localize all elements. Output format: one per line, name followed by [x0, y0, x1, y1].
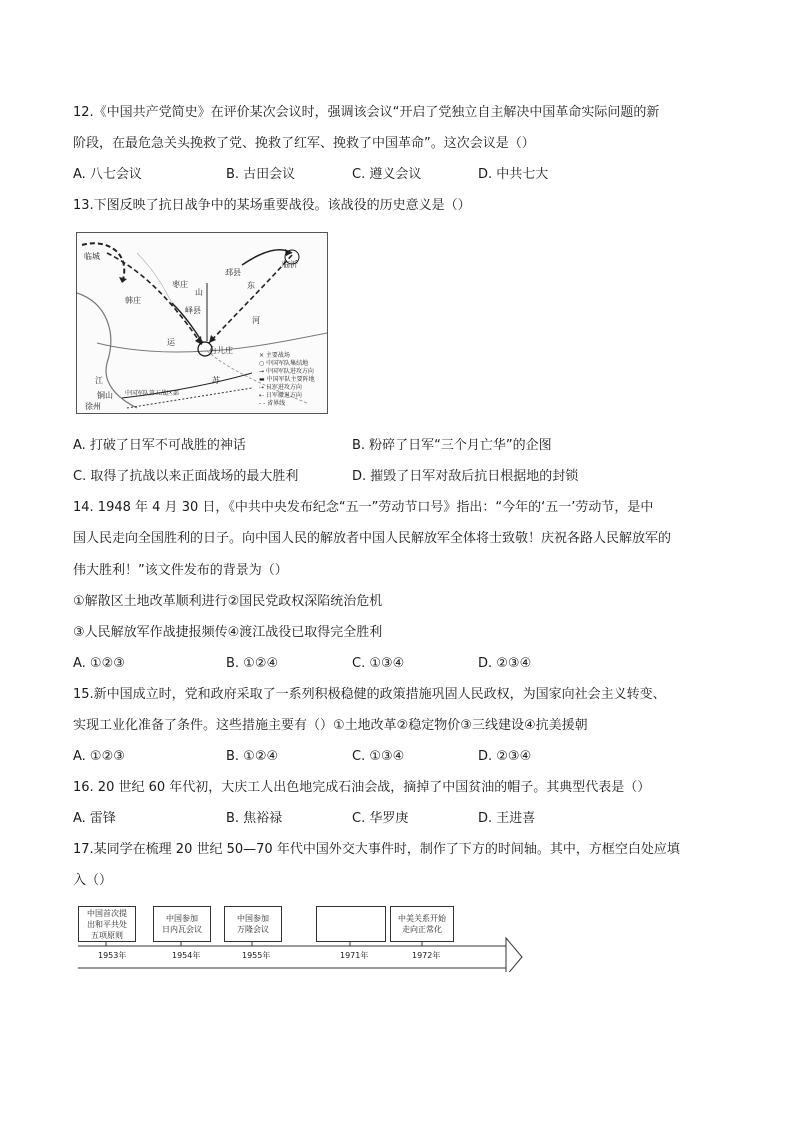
q14-option-b: B. ①②④: [226, 656, 279, 671]
q14-item-line1: ①解散区土地改革顺利进行②国民党政权深陷统治危机: [73, 594, 383, 609]
svg-text:临沂: 临沂: [282, 260, 298, 269]
q14-option-c: C. ①③④: [352, 656, 405, 671]
svg-text:江: 江: [95, 376, 103, 385]
timeline-event-1972: 中美关系开始 走向正常化: [390, 906, 454, 942]
q12-stem-line1: 12.《中国共产党简史》在评价某次会议时，强调该会议“开启了党独立自主解决中国革命实际问题的新: [73, 105, 660, 120]
timeline-year-1955: 1955年: [242, 951, 271, 960]
q13-stem-line1: 13.下图反映了抗日战争中的某场重要战役。该战役的历史意义是（）: [73, 198, 471, 213]
svg-text:× 主要战场: × 主要战场: [259, 352, 290, 359]
q12-option-d: D. 中共七大: [478, 167, 549, 182]
q14-item-line2: ③人民解放军作战捷报频传④渡江战役已取得完全胜利: [73, 625, 383, 640]
svg-text:东: 东: [247, 281, 255, 290]
q16-option-d: D. 王进喜: [478, 811, 536, 826]
timeline-event-1953: 中国首次提 出和平共处 五项原则: [78, 906, 136, 942]
timeline-year-1972: 1972年: [412, 951, 441, 960]
q14-stem-line1: 14. 1948 年 4 月 30 日，《中共中央发布纪念“五一”劳动节口号》指出：“今年的‘五一’劳动节，是中: [73, 500, 654, 515]
svg-text:- - 省界线: - - 省界线: [259, 400, 286, 407]
q16-option-a: A. 雷锋: [73, 811, 116, 826]
svg-text:中国军队第五战区部: 中国军队第五战区部: [125, 390, 180, 397]
svg-text:台儿庄: 台儿庄: [209, 346, 233, 355]
q13-option-c: C. 取得了抗战以来正面战场的最大胜利: [73, 469, 299, 484]
timeline-event-1954: 中国参加 日内瓦会议: [153, 906, 211, 942]
timeline-blank-box: [316, 906, 386, 942]
svg-text:○ 中国军队集结地: ○ 中国军队集结地: [259, 360, 309, 367]
q12-stem-line2: 阶段，在最危急关头挽救了党、挽救了红军、挽救了中国革命”。这次会议是（）: [73, 136, 535, 151]
svg-text:铜山: 铜山: [97, 391, 113, 400]
q13-option-d: D. 摧毁了日军对敌后抗日根据地的封锁: [352, 469, 579, 484]
q12-option-b: B. 古田会议: [226, 167, 296, 182]
q14-stem-line2: 国人民走向全国胜利的日子。向中国人民的解放者中国人民解放军全体将士致敬！庆祝各路人民解放军的: [73, 531, 672, 546]
q14-option-a: A. ①②③: [73, 656, 125, 671]
q16-option-b: B. 焦裕禄: [226, 811, 283, 826]
q14-stem-line3: 伟大胜利！”该文件发布的背景为（）: [73, 563, 288, 578]
q15-stem-line2: 实现工业化准备了条件。这些措施主要有（）①土地改革②稳定物价③三线建设④抗美援朝: [73, 718, 588, 733]
svg-text:苏: 苏: [212, 376, 220, 385]
svg-text:临城: 临城: [84, 252, 100, 261]
q16-stem-line1: 16. 20 世纪 60 年代初，大庆工人出色地完成石油会战，摘掉了中国贫油的帽子。其典型代表是（）: [73, 780, 651, 795]
q17-stem-line1: 17.某同学在梳理 20 世纪 50—70 年代中国外交大事件时，制作了下方的时间轴。其中，方框空白处应填: [73, 842, 680, 857]
svg-text:→ 中国军队进攻方向: → 中国军队进攻方向: [259, 368, 314, 375]
svg-text:河: 河: [252, 316, 260, 325]
svg-text:▬ 中国军队主要阵地: ▬ 中国军队主要阵地: [259, 376, 315, 383]
q15-option-b: B. ①②④: [226, 749, 279, 764]
diplomacy-timeline: [76, 898, 524, 972]
q16-option-c: C. 华罗庚: [352, 811, 409, 826]
timeline-year-1971: 1971年: [340, 951, 369, 960]
q13-option-b: B. 粉碎了日军“三个月亡华”的企图: [352, 438, 552, 453]
q15-option-a: A. ①②③: [73, 749, 125, 764]
timeline-year-1954: 1954年: [172, 951, 201, 960]
svg-text:山: 山: [195, 288, 203, 297]
q15-stem-line1: 15.新中国成立时，党和政府采取了一系列积极稳健的政策措施巩固人民政权，为国家向社会主义转变、: [73, 687, 666, 702]
svg-text:徐州: 徐州: [85, 402, 101, 411]
q12-option-c: C. 遵义会议: [352, 167, 422, 182]
q14-option-d: D. ②③④: [478, 656, 532, 671]
q15-option-c: C. ①③④: [352, 749, 405, 764]
svg-text:⇠ 日军撤退方向: ⇠ 日军撤退方向: [259, 392, 302, 399]
q17-stem-line2: 入（）: [73, 873, 113, 888]
q13-option-a: A. 打破了日军不可战胜的神话: [73, 438, 246, 453]
svg-text:运: 运: [167, 338, 175, 347]
battle-map: [76, 232, 328, 414]
svg-text:枣庄: 枣庄: [172, 280, 188, 289]
q12-option-a: A. 八七会议: [73, 167, 142, 182]
timeline-year-1953: 1953年: [98, 951, 127, 960]
svg-text:峄县: 峄县: [185, 306, 201, 315]
svg-text:韩庄: 韩庄: [125, 296, 141, 305]
svg-text:⇢ 日军进攻方向: ⇢ 日军进攻方向: [259, 384, 302, 391]
timeline-event-1955: 中国参加 万隆会议: [224, 906, 282, 942]
q15-option-d: D. ②③④: [478, 749, 532, 764]
svg-text:邳县: 邳县: [225, 268, 241, 277]
